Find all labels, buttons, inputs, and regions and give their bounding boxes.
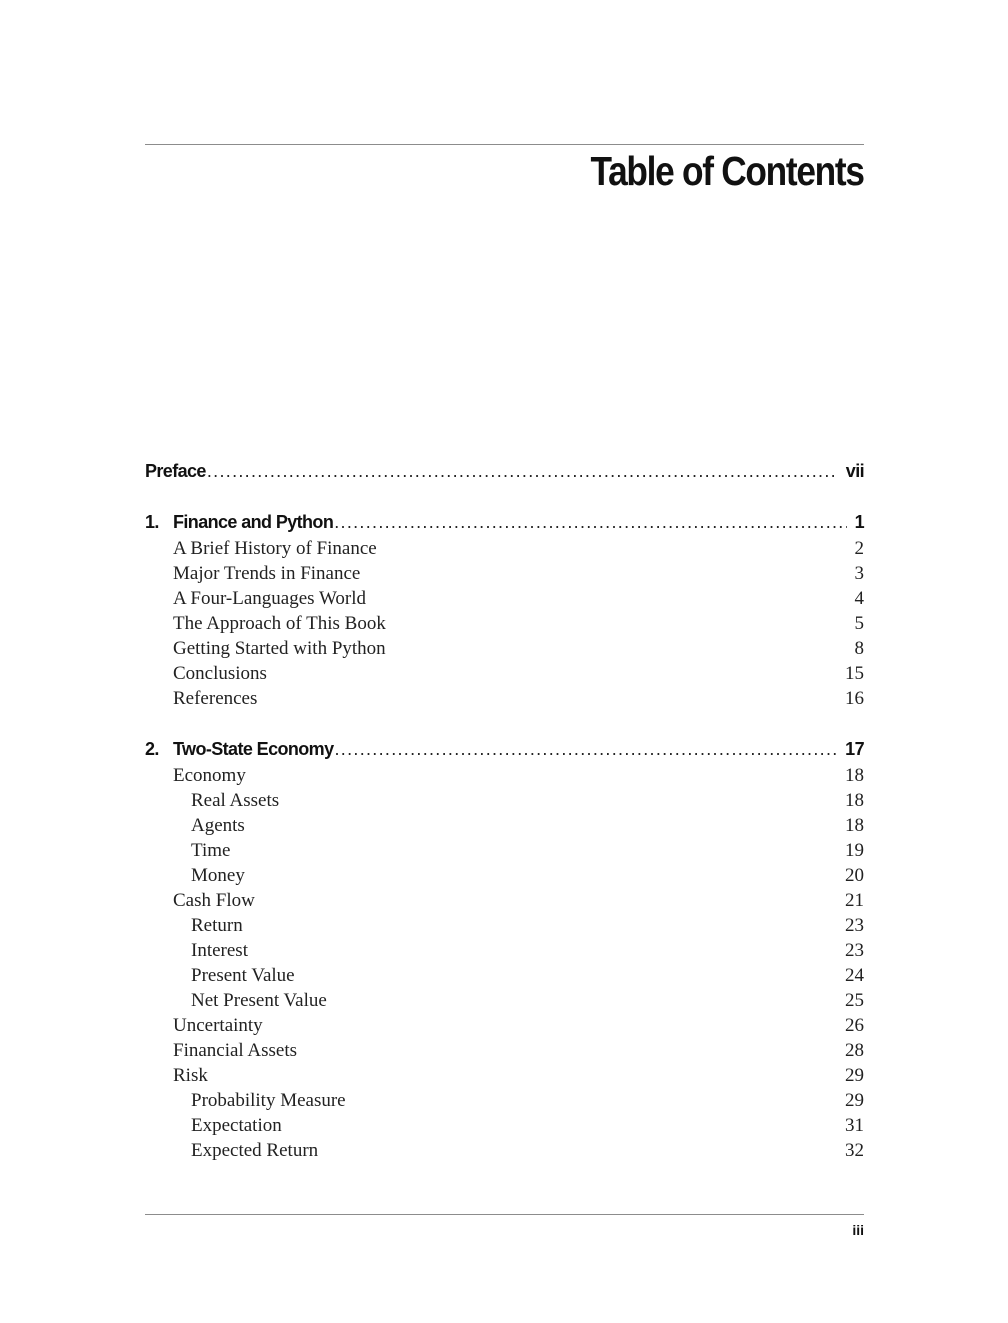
entry-label: Probability Measure: [191, 1090, 346, 1111]
toc-entry[interactable]: [145, 1038, 864, 1063]
toc-preface-page: vii: [845, 461, 864, 481]
entry-page: 4: [854, 588, 864, 609]
chapter-title: Two-State Economy: [173, 739, 334, 759]
toc-subentry[interactable]: [145, 788, 864, 813]
toc-entry[interactable]: [145, 1063, 864, 1088]
entry-page: 32: [845, 1140, 864, 1161]
toc-subentry[interactable]: [145, 1088, 864, 1113]
entry-page: 29: [845, 1090, 864, 1111]
entry-page: 31: [845, 1115, 864, 1136]
toc-entry[interactable]: [145, 888, 864, 913]
entry-label: Risk: [173, 1065, 208, 1086]
toc-chapter[interactable]: [145, 736, 864, 762]
toc-entry[interactable]: [145, 763, 864, 788]
toc-subentry[interactable]: [145, 863, 864, 888]
entry-label: Economy: [173, 765, 246, 786]
entry-page: 16: [845, 688, 864, 709]
toc-entry[interactable]: [145, 611, 864, 636]
entry-label: Expected Return: [191, 1140, 319, 1161]
entry-page: 23: [845, 940, 864, 961]
entry-label: Uncertainty: [173, 1015, 263, 1036]
entry-label: A Brief History of Finance: [173, 538, 377, 559]
entry-label: Expectation: [191, 1115, 282, 1136]
toc-entry[interactable]: [145, 661, 864, 686]
toc-chapter[interactable]: [145, 509, 864, 535]
entry-label: Conclusions: [173, 663, 267, 684]
entry-label: The Approach of This Book: [173, 613, 386, 634]
toc-entry[interactable]: [145, 686, 864, 711]
toc-entry[interactable]: [145, 536, 864, 561]
entry-page: 19: [845, 840, 864, 861]
entry-page: 18: [845, 765, 864, 786]
entry-label: Cash Flow: [173, 890, 255, 911]
toc-subentry[interactable]: [145, 913, 864, 938]
entry-label: Agents: [191, 815, 245, 836]
toc-subentry[interactable]: [145, 988, 864, 1013]
leader-dots: [207, 458, 838, 484]
entry-page: 28: [845, 1040, 864, 1061]
entry-page: 3: [854, 563, 864, 584]
toc-entry[interactable]: [145, 561, 864, 586]
toc-preface-label: Preface: [145, 461, 206, 481]
toc-subentry[interactable]: [145, 1113, 864, 1138]
entry-label: Major Trends in Finance: [173, 563, 361, 584]
entry-page: 20: [845, 865, 864, 886]
entry-label: A Four-Languages World: [173, 588, 366, 609]
entry-page: 23: [845, 915, 864, 936]
page-number: iii: [852, 1222, 864, 1238]
toc-preface[interactable]: [145, 458, 864, 484]
entry-label: Interest: [191, 940, 248, 961]
chapter-page: 1: [854, 512, 864, 532]
entry-page: 5: [854, 613, 864, 634]
top-rule: [145, 144, 864, 145]
toc-entry[interactable]: [145, 586, 864, 611]
entry-label: Real Assets: [191, 790, 280, 811]
entry-page: 18: [845, 815, 864, 836]
entry-label: Financial Assets: [173, 1040, 298, 1061]
entry-label: Time: [191, 840, 231, 861]
toc-entry[interactable]: [145, 1013, 864, 1038]
toc-subentry[interactable]: [145, 963, 864, 988]
entry-page: 21: [845, 890, 864, 911]
entry-label: Money: [191, 865, 245, 886]
chapter-page: 17: [845, 739, 864, 759]
entry-page: 25: [845, 990, 864, 1011]
chapter-number: 1.: [145, 512, 159, 532]
entry-label: Return: [191, 915, 243, 936]
toc-subentry[interactable]: [145, 1138, 864, 1163]
toc-subentry[interactable]: [145, 838, 864, 863]
entry-page: 18: [845, 790, 864, 811]
entry-page: 2: [854, 538, 864, 559]
chapter-number: 2.: [145, 739, 159, 759]
entry-label: References: [173, 688, 258, 709]
chapter-title: Finance and Python: [173, 512, 334, 532]
entry-label: Present Value: [191, 965, 295, 986]
entry-page: 15: [845, 663, 864, 684]
entry-label: Net Present Value: [191, 990, 327, 1011]
entry-page: 26: [845, 1015, 864, 1036]
leader-dots: [334, 736, 837, 762]
page-title: Table of Contents: [590, 148, 864, 194]
leader-dots: [334, 509, 846, 535]
entry-page: 24: [845, 965, 864, 986]
entry-page: 29: [845, 1065, 864, 1086]
entry-label: Getting Started with Python: [173, 638, 386, 659]
toc-subentry[interactable]: [145, 813, 864, 838]
entry-page: 8: [854, 638, 864, 659]
toc-entry[interactable]: [145, 636, 864, 661]
bottom-rule: [145, 1214, 864, 1215]
toc-subentry[interactable]: [145, 938, 864, 963]
